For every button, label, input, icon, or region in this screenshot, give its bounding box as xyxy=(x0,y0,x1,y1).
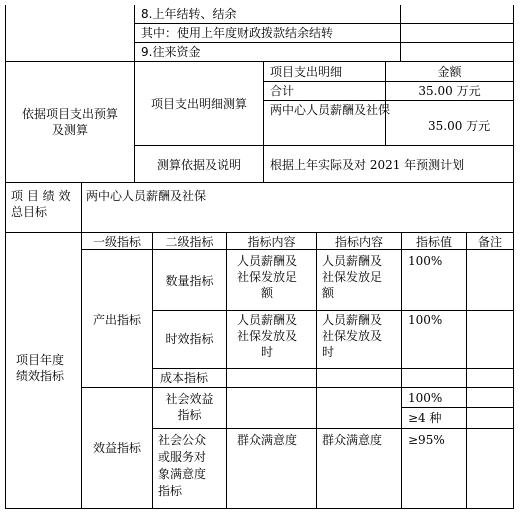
quantity-content-2: 人员薪酬及 社保发放足 额 xyxy=(322,254,383,300)
timeliness-indicator-label: 时效指标 xyxy=(165,332,214,346)
cost-indicator-label: 成本指标 xyxy=(160,371,209,385)
timeliness-content-2: 人员薪酬及 社保发放及 时 xyxy=(322,313,383,359)
header-content-1: 指标内容 xyxy=(247,235,296,249)
benefit-indicators-label: 效益指标 xyxy=(92,441,141,455)
social-benefit-value-1: 100% xyxy=(408,391,443,405)
amount-column-header: 金额 xyxy=(437,65,462,79)
goal-value: 两中心人员薪酬及社保 xyxy=(86,189,207,203)
total-value: 35.00 万元 xyxy=(418,84,481,98)
basis-value: 根据上年实际及对 2021 年预测计划 xyxy=(270,158,465,172)
header-content-2: 指标内容 xyxy=(334,235,383,249)
header-level1: 一级指标 xyxy=(92,235,141,249)
social-benefit-value-2: ≥4 种 xyxy=(408,411,442,425)
social-benefit-label: 社会效益 指标 xyxy=(165,392,214,422)
basis-label: 测算依据及说明 xyxy=(156,158,241,172)
header-value: 指标值 xyxy=(415,235,452,249)
detail-column-header: 项目支出明细 xyxy=(270,65,343,79)
budget-label: 依据项目支出预算 及测算 xyxy=(21,107,118,137)
quantity-indicator-label: 数量指标 xyxy=(165,274,214,288)
quantity-content-1: 人员薪酬及 社保发放足 额 xyxy=(237,254,298,300)
item-label: 两中心人员薪酬及社保 xyxy=(270,103,391,117)
satisfaction-value: ≥95% xyxy=(408,433,445,447)
detail-calc-label: 项目支出明细测算 xyxy=(150,97,247,111)
satisfaction-content-1: 群众满意度 xyxy=(237,433,298,447)
row-carryover-sub: 其中：使用上年度财政拨款结余结转 xyxy=(141,26,334,40)
header-level2: 二级指标 xyxy=(165,235,214,249)
quantity-value: 100% xyxy=(408,254,443,268)
goal-label: 项 目 绩 效 总目标 xyxy=(11,189,71,219)
timeliness-content-1: 人员薪酬及 社保发放及 时 xyxy=(237,313,298,359)
item-value: 35.00 万元 xyxy=(428,119,491,133)
output-indicators-label: 产出指标 xyxy=(92,313,141,327)
timeliness-value: 100% xyxy=(408,313,443,327)
total-label: 合计 xyxy=(270,84,295,98)
annual-indicators-label: 项目年度 绩效指标 xyxy=(16,353,65,383)
row-current-funds: 9.往来资金 xyxy=(141,45,201,59)
header-note: 备注 xyxy=(477,235,502,249)
satisfaction-indicator-label: 社会公众 或服务对 象满意度 指标 xyxy=(158,433,207,498)
satisfaction-content-2: 群众满意度 xyxy=(322,433,383,447)
row-carryover: 8.上年结转、结余 xyxy=(141,7,237,21)
